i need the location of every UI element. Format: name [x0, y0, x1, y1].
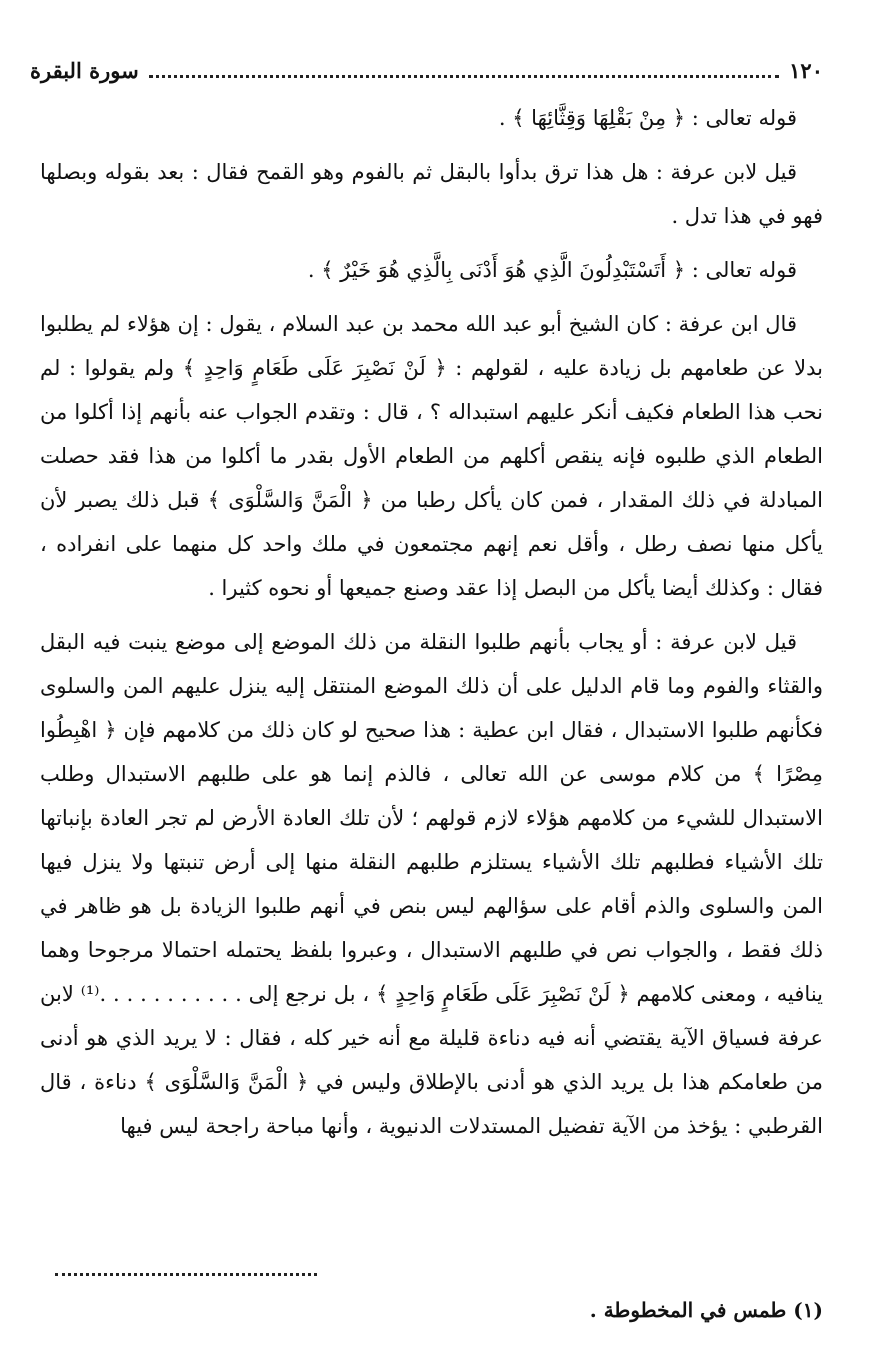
footnote-separator — [55, 1273, 317, 1276]
paragraph-verse-1: قوله تعالى : ﴿ مِنْ بَقْلِهَا وَقِثَّائِهَا ﴾ . — [498, 106, 797, 130]
page-header — [30, 52, 823, 88]
paragraph-verse-2: قوله تعالى : ﴿ أَتَسْتَبْدِلُونَ الَّذِي هُوَ أَدْنَى بِالَّذِي هُوَ خَيْرٌ ﴾ . — [307, 258, 797, 282]
paragraph-1: قيل لابن عرفة : هل هذا ترق بدأوا بالبقل ثم بالفوم وهو القمح فقال : بعد بقوله وبصلها فهو في هذا تدل . — [40, 160, 823, 228]
paragraph-3: قيل لابن عرفة : أو يجاب بأنهم طلبوا النقلة من ذلك الموضع إلى موضع ينبت فيه البقل والقثاء والفوم وما قام الدليل على أن ذلك الموضع المنتقل إليه ينزل عليهم المن والسلوى فكأنهم طلبوا الاستبدال ، فقال ابن عطية : هذا صحيح لو كان ذلك من كلامهم فإن ﴿ اهْبِطُوا مِصْرًا ﴾ من كلام موسى عن الله تعالى ، فالذم إنما هو على طلبهم الاستبدال وطلب الاستبدال للشيء من كلامهم هؤلاء لازم قولهم ؛ لأن تلك العادة الأرض لم تجر العادة بإنباتها تلك الأشياء فطلبهم تلك الأشياء يستلزم طلبهم النقلة منها إلى أرض تنبتها ولا ينزل فيها المن والسلوى والذم أقام على سؤالهم ليس بنص في أنهم طلبوا الزيادة بل هو ظاهر في ذلك فقط ، والجواب نص في طلبهم الاستبدال ، وعبروا بلفظ يحتمله احتمالا مرجوحا وهما ينافيه ، ومعنى كلامهم ﴿ لَنْ نَصْبِرَ عَلَى طَعَامٍ وَاحِدٍ ﴾ ، بل نرجع إلى . . . . . . . . . . .⁽¹⁾ لابن عرفة فسياق الآية يقتضي أنه فيه دناءة قليلة مع أنه خير كله ، فقال : لا يريد الذي هو أدنى من طعامكم هذا بل يريد الذي هو أدنى بالإطلاق وليس في ﴿ الْمَنَّ وَالسَّلْوَى ﴾ دناءة ، قال القرطبي : يؤخذ من الآية تفضيل المستدلات الدنيوية ، وأنها مباحة راجحة ليس فيها — [40, 630, 823, 1138]
footnote: (١) طمس في المخطوطة . — [589, 1298, 823, 1322]
main-text — [40, 96, 823, 1158]
header-dotted-leader — [149, 75, 779, 78]
page-number: ١٢٠ — [789, 57, 823, 83]
surah-title: سورة البقرة — [30, 57, 139, 83]
paragraph-2: قال ابن عرفة : كان الشيخ أبو عبد الله محمد بن عبد السلام ، يقول : إن هؤلاء لم يطلبوا بدلا عن طعامهم بل زيادة عليه ، لقولهم : ﴿ لَنْ نَصْبِرَ عَلَى طَعَامٍ وَاحِدٍ ﴾ ولم يقولوا : لم نحب هذا الطعام فكيف أنكر عليهم استبداله ؟ ، قال : وتقدم الجواب عنه بأنهم إذا أكلوا من الطعام الذي طلبوه فإنه ينقص أكلهم من الطعام الأول بقدر ما أكلوا من هذا فقد حصلت المبادلة في ذلك المقدار ، فمن كان يأكل رطبا من ﴿ الْمَنَّ وَالسَّلْوَى ﴾ قبل ذلك يصبر لأن يأكل منها نصف رطل ، وأقل نعم إنهم مجتمعون في ملك واحد كل منهما على انفراده ، فقال : وكذلك أيضا يأكل من البصل إذا عقد وصنع جميعها أو نحوه كثيرا . — [40, 312, 823, 600]
